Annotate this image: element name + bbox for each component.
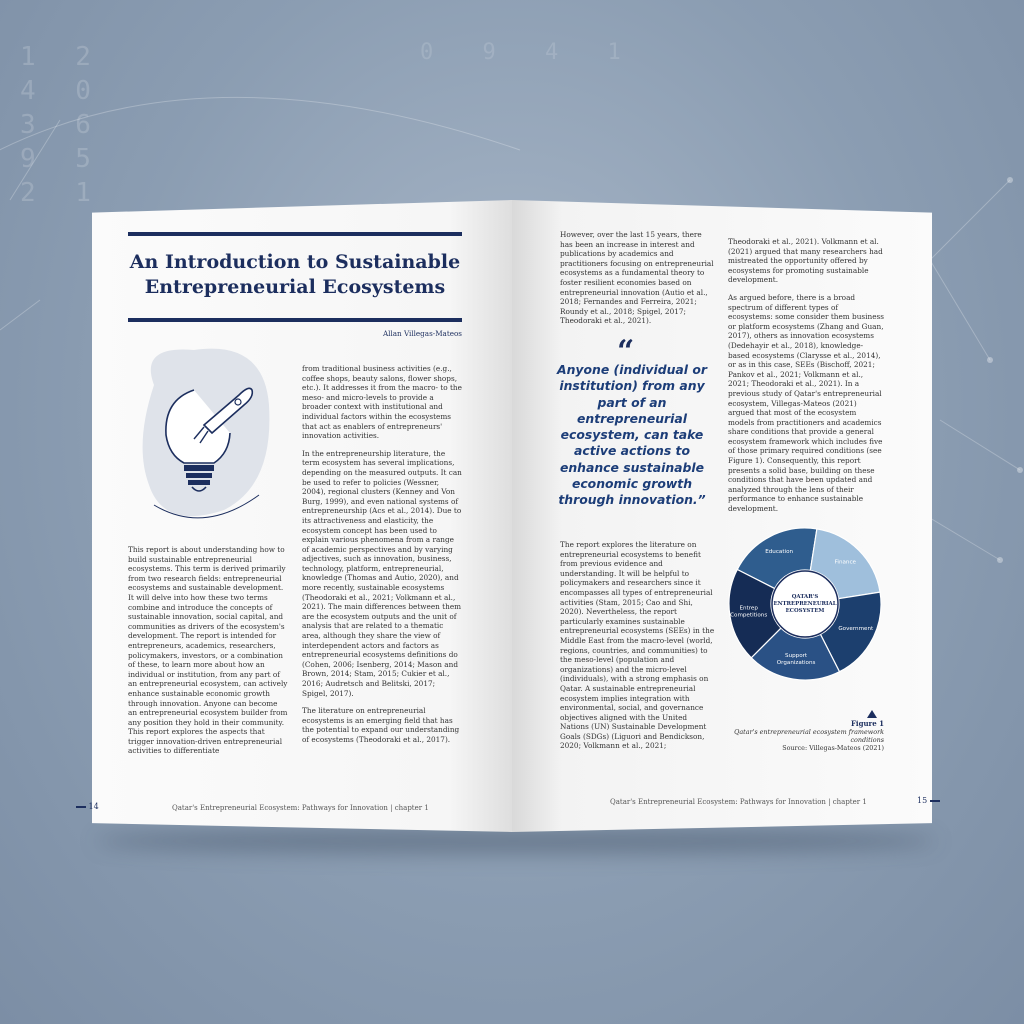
figure-caption-block bbox=[700, 720, 884, 752]
footer-left: Qatar's Entrepreneurial Ecosystem: Pathways for Innovation | chapter 1 bbox=[172, 804, 429, 812]
paragraph: As argued before, there is a broad spectrum of different types of ecosystems: some consider them business or platform ecosystems (Zhang and Guan, 2017), others as innovation ecosystems (Dedehayir et al., 2018), knowledge-based ecosystems (Clarysse et al., 2014), or as in this case, SEEs (Bischoff, 2021; Pankov et al., 2021; Volkmann et al., 2021; Theodoraki et al., 2021). In a previous study of Qatar's entrepreneurial ecosystem, Villegas-Mateos (2021) argued that most of the ecosystem models from practitioners and academics share conditions that provide a general ecosystem framework which includes five of those primary required conditions (see Figure 1). Consequently, this report presents a solid base, building on these conditions that have been updated and analyzed through the lens of their performance to enhance sustainable development. bbox=[728, 292, 884, 514]
page-number-right bbox=[917, 796, 940, 805]
title-bottom-rule bbox=[128, 318, 462, 322]
paragraph: In the entrepreneurship literature, the term ecosystem has several implications, depending on the measured outputs. It can be used to refer to policies (Wessner, 2004), regional clusters (Kenney and Von Burg, 1999), and even national systems of entrepreneurship (Acs et al., 2014). Due to its attractiveness and elasticity, the ecosystem concept has been used to explain various phenomena from a range of academic perspectives and by varying adjectives, such as innovation, business, technology, platform, entrepreneurial, knowledge (Thomas and Autio, 2020), and more recently, sustainable ecosystems (Theodoraki et al., 2021; Volkmann et al., 2021). The main differences between them are the ecosystem outputs and the unit of analysis that are related to a thematic area, although they share the view of interdependent actors and factors as entrepreneurial ecosystems definitions do (Cohen, 2006; Isenberg, 2014; Mason and Brown, 2014; Stam, 2015; Cukier et al., 2016; Audretsch and Belitski, 2017; Spigel, 2017). bbox=[302, 448, 462, 698]
right-column-2 bbox=[728, 237, 884, 522]
quote-mark-icon: “ bbox=[617, 334, 635, 369]
pull-quote: Anyone (individual or institution) from any part of an entrepreneurial ecosystem, can take active actions to enhance sustainable economic growth through innovation.” bbox=[557, 362, 707, 508]
title-top-rule bbox=[128, 232, 462, 236]
background-digits: 1 2 4 0 3 6 9 5 2 1 bbox=[20, 42, 103, 208]
left-column-1: This report is about understanding how to build sustainable entrepreneurial ecosystems. This term is derived primarily from two research fields: entrepreneurial ecosystems and sustainable development. It will delve into how these two terms combine and introduce the concepts of sustainable innovation, social capital, and communities as drivers of the ecosystem's development. The report is intended for entrepreneurs, academics, researchers, policymakers, investors, or a combination of these, to learn more about how an individual or institution, from any part of an entrepreneurial ecosystem, can actively enhance sustainable economic growth through innovation. Anyone can become an entrepreneurial ecosystem builder from any position they hold in their community. This report explores the aspects that trigger innovation-driven entrepreneurial activities to differentiate bbox=[128, 545, 288, 756]
rocket-lightbulb-illustration bbox=[134, 345, 274, 535]
page-number-left bbox=[76, 802, 99, 811]
page-title: An Introduction to Sustainable Entrepreneurial Ecosystems bbox=[129, 251, 461, 298]
background-digits-top: 0 9 4 1 bbox=[420, 40, 639, 65]
chart-label: Education bbox=[765, 549, 794, 556]
chart-title: QATAR'S ENTREPRENEURIAL ECOSYSTEM bbox=[773, 594, 837, 614]
chart-label: Entrep Competitions bbox=[730, 605, 768, 619]
footer-right: Qatar's Entrepreneurial Ecosystem: Pathways for Innovation | chapter 1 bbox=[610, 798, 867, 806]
page-number-text: 15 bbox=[917, 796, 928, 805]
figure-pointer-icon bbox=[867, 710, 877, 718]
figure-source: Source: Villegas-Mateos (2021) bbox=[782, 744, 884, 752]
chart-label: Government bbox=[838, 625, 874, 632]
author: Allan Villegas-Mateos bbox=[382, 329, 462, 338]
right-column-1-bottom: The report explores the literature on entrepreneurial ecosystems to benefit from previous evidence and understanding. It will be helpful to policymakers and researchers since it encompasses all types of entrepreneurial activities (Stam, 2015; Cao and Shi, 2020). Nevertheless, the report particularly examines sustainable entrepreneurial ecosystems (SEEs) in the Middle East from the macro-level (world, regions, countries, and communities) to the meso-level (population and organizations) and the micro-level (individuals), with a strong emphasis on Qatar. A sustainable entrepreneurial ecosystem implies integration with environmental, social, and governance objectives aligned with the United Nations (UN) Sustainable Development Goals (SDGs) (Liguori and Bendickson, 2020; Volkmann et al., 2021; bbox=[560, 540, 715, 751]
chart-label: Support Organizations bbox=[776, 652, 816, 666]
paragraph: Theodoraki et al., 2021). Volkmann et al. (2021) argued that many researchers had mistreated the opportunity offered by ecosystems for promoting sustainable development. bbox=[728, 237, 883, 285]
paragraph: The literature on entrepreneurial ecosystems is an emerging field that has the potential to expand our understanding of ecosystems (Theodoraki et al., 2017). bbox=[302, 706, 460, 744]
left-column-2 bbox=[302, 364, 462, 753]
chart-label: Finance bbox=[834, 559, 857, 566]
ecosystem-framework-chart bbox=[727, 526, 883, 682]
figure-caption: Qatar's entrepreneurial ecosystem framework conditions bbox=[734, 728, 884, 744]
right-column-1-top: However, over the last 15 years, there has been an increase in interest and publications by academics and practitioners focusing on entrepreneurial ecosystems as a fundamental theory to foster resilient economies based on entrepreneurial innovation (Autio et al., 2018; Fernandes and Ferreira, 2021; Roundy et al., 2018; Spigel, 2017; Theodoraki et al., 2021). bbox=[560, 230, 714, 326]
paragraph: from traditional business activities (e.g., coffee shops, beauty salons, flower shops, etc.). It addresses it from the macro- to the meso- and micro-levels to provide a broader context with institutional and individual factors within the ecosystems that act as enablers of entrepreneurs' innovation activities. bbox=[302, 364, 462, 441]
figure-label: Figure 1 bbox=[850, 719, 884, 728]
page-number-text: 14 bbox=[88, 802, 99, 811]
